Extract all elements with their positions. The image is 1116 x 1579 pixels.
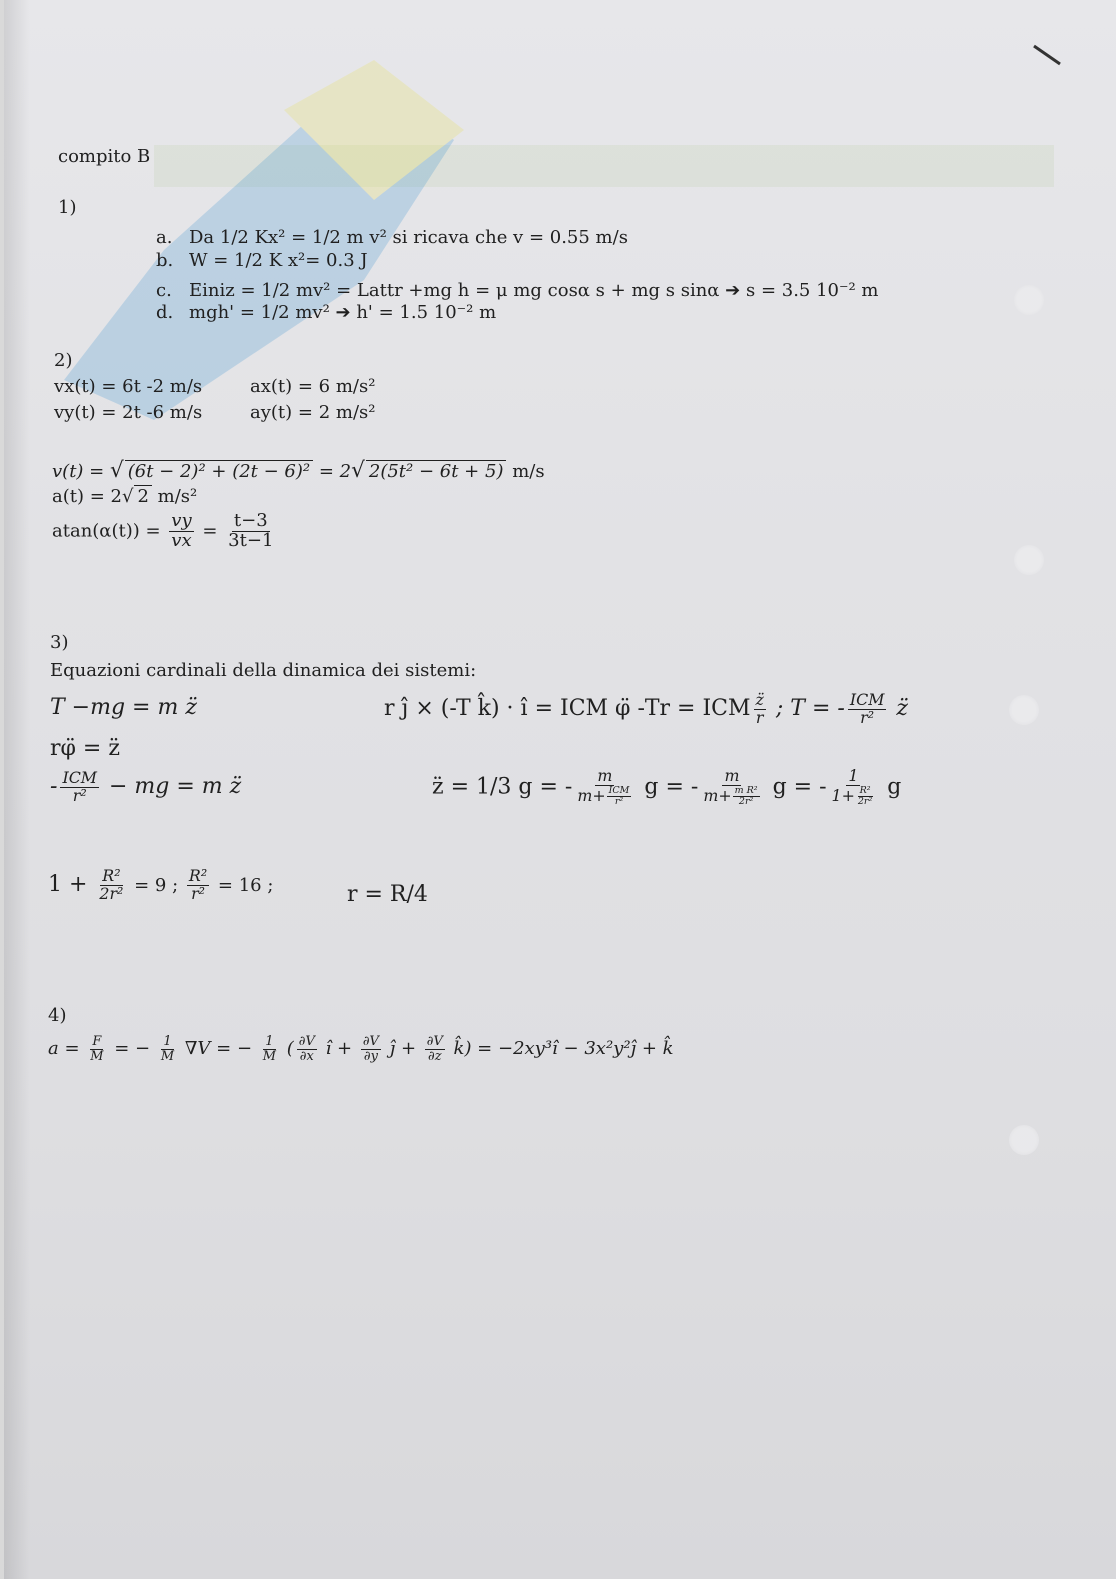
tension-lhs: ; T = - xyxy=(768,696,845,722)
fraction-num: vy xyxy=(171,510,192,531)
fraction-num: m xyxy=(597,766,613,785)
fraction-den: 2r² xyxy=(99,883,124,903)
fraction-den: 1+ $\frac{\text{R²}}{\text{2r²}}$ xyxy=(831,784,873,807)
zdd-lhs: z̈ = 1/3 g = - xyxy=(432,774,573,800)
punch-hole xyxy=(1009,695,1039,725)
equation-rest: − mg = m z̈ xyxy=(102,774,242,800)
equals-g: g = - xyxy=(765,774,827,800)
fraction-num: ∂V xyxy=(362,1034,379,1049)
acceleration-modulus: a(t) = 2√ 2 m/s² xyxy=(52,486,198,507)
speed-radicand-2: 2(5t² − 6t + 5) xyxy=(366,460,507,482)
page-title: compito B xyxy=(58,146,151,167)
punch-hole xyxy=(1014,545,1044,575)
minus-sign: - xyxy=(50,774,58,800)
velocity-x: vx(t) = 6t -2 m/s xyxy=(54,376,203,397)
newton-equation: T −mg = m z̈ xyxy=(50,695,197,720)
problem-number: 4) xyxy=(48,1005,67,1026)
speed-lhs: v(t) = xyxy=(52,461,110,482)
gradient-equation: a = $\frac{F}{M}$ = − $\frac{1}{M}$ ∇V = − $\frac{1}{M}$ ( $\frac{\partial V}{\partial x}$ î + $\frac{\partial V}{\partial y}$ ĵ + $\frac{\partial V}{\partial z}$ k̂) = −2xy³î − 3x²y²ĵ + k̂ xyxy=(48,1034,674,1064)
fraction-den: r² xyxy=(72,785,87,805)
fraction-num: ICM xyxy=(62,768,98,787)
speed-equation: v(t) = √ (6t − 2)² + (2t − 6)² = 2√ 2(5t² − 6t + 5) m/s xyxy=(52,458,545,483)
combined-equation xyxy=(50,770,241,804)
section-heading: Equazioni cardinali della dinamica dei sistemi: xyxy=(50,660,477,681)
fraction-den: r² xyxy=(191,883,205,903)
fraction-num: z̈ xyxy=(755,690,764,709)
fraction-num: R² xyxy=(102,866,121,885)
fraction-num: 1 xyxy=(848,766,859,785)
radius-result: r = R/4 xyxy=(347,882,428,907)
fraction-den: m+ $\frac{\text{ICM}}{\text{r²}}$ xyxy=(577,784,630,807)
fraction-den: r² xyxy=(860,707,875,727)
velocity-y: vy(t) = 2t -6 m/s xyxy=(54,402,203,423)
fraction-den: ∂z xyxy=(428,1048,442,1064)
answer-text: W = 1/2 K x²= 0.3 J xyxy=(189,250,368,271)
torque-equation xyxy=(384,692,908,726)
result-equation: 1 + $\frac{\text{R²}}{\text{2r²}}$ = 9 ; $\frac{\text{R²}}{\text{r²}}$ = 16 ; xyxy=(48,866,274,903)
equals-g: g = - xyxy=(637,774,699,800)
atan-lhs: atan(α(t)) = xyxy=(52,520,167,542)
acc-unit: m/s² xyxy=(151,486,198,507)
fraction-num: m xyxy=(724,766,740,785)
trailing-g: g xyxy=(880,774,902,800)
speed-unit: m/s xyxy=(506,461,545,482)
answer-text: mgh' = 1/2 mv² ➔ h' = 1.5 10⁻² m xyxy=(189,302,497,323)
fraction-den: ∂y xyxy=(363,1048,378,1064)
fraction-den: r xyxy=(755,707,764,727)
fraction-num: ∂V xyxy=(426,1034,443,1049)
equals-sign: = xyxy=(196,520,224,542)
tension-rhs: z̈ xyxy=(889,696,908,722)
speed-mid: = 2 xyxy=(313,461,352,482)
answer-letter: d. xyxy=(156,302,174,323)
fraction-den: M xyxy=(262,1048,277,1064)
folded-corner-mark xyxy=(1030,40,1070,70)
direction-equation xyxy=(52,512,278,551)
answer-text: Da 1/2 Kx² = 1/2 m v² si ricava che v = 0.55 m/s xyxy=(189,227,628,248)
fraction-num: F xyxy=(92,1034,102,1049)
acceleration-x: ax(t) = 6 m/s² xyxy=(250,376,376,397)
fraction-num: t−3 xyxy=(233,510,268,531)
problem-number: 3) xyxy=(50,632,69,653)
fraction-num: R² xyxy=(188,866,208,885)
torque-text: r ĵ × (-T k̂) · î = ICM φ̈ -Tr = ICM xyxy=(384,696,751,722)
answer-letter: a. xyxy=(156,227,173,248)
problem-number: 2) xyxy=(54,350,73,371)
acc-lhs: a(t) = 2 xyxy=(52,486,122,507)
punch-hole xyxy=(1009,1125,1039,1155)
fraction-num: ICM xyxy=(849,690,885,709)
fraction-den: ∂x xyxy=(299,1048,314,1064)
fraction-den: M xyxy=(90,1048,104,1064)
page-shadow xyxy=(4,0,30,1579)
rolling-constraint: rφ̈ = z̈ xyxy=(50,736,120,761)
acceleration-y: ay(t) = 2 m/s² xyxy=(250,402,376,423)
problem-number: 1) xyxy=(58,197,77,218)
speed-radicand: (6t − 2)² + (2t − 6)² xyxy=(125,460,313,482)
fraction-den: m+ $\frac{\text{m R²}}{\text{2r²}}$ xyxy=(703,784,758,807)
answer-letter: b. xyxy=(156,250,174,271)
acc-radicand: 2 xyxy=(134,485,151,507)
punch-hole xyxy=(1014,285,1044,315)
fraction-num: 1 xyxy=(163,1034,172,1049)
fraction-den: M xyxy=(160,1048,175,1064)
fraction-den: 3t−1 xyxy=(228,529,274,551)
fraction-num: ∂V xyxy=(298,1034,315,1049)
fraction-num: 1 xyxy=(265,1034,274,1049)
fraction-den: vx xyxy=(171,529,192,551)
acceleration-equation xyxy=(432,768,901,807)
answer-letter: c. xyxy=(156,280,172,301)
answer-text: Einiz = 1/2 mv² = Lattr +mg h = μ mg cosα s + mg s sinα ➔ s = 3.5 10⁻² m xyxy=(189,280,879,301)
